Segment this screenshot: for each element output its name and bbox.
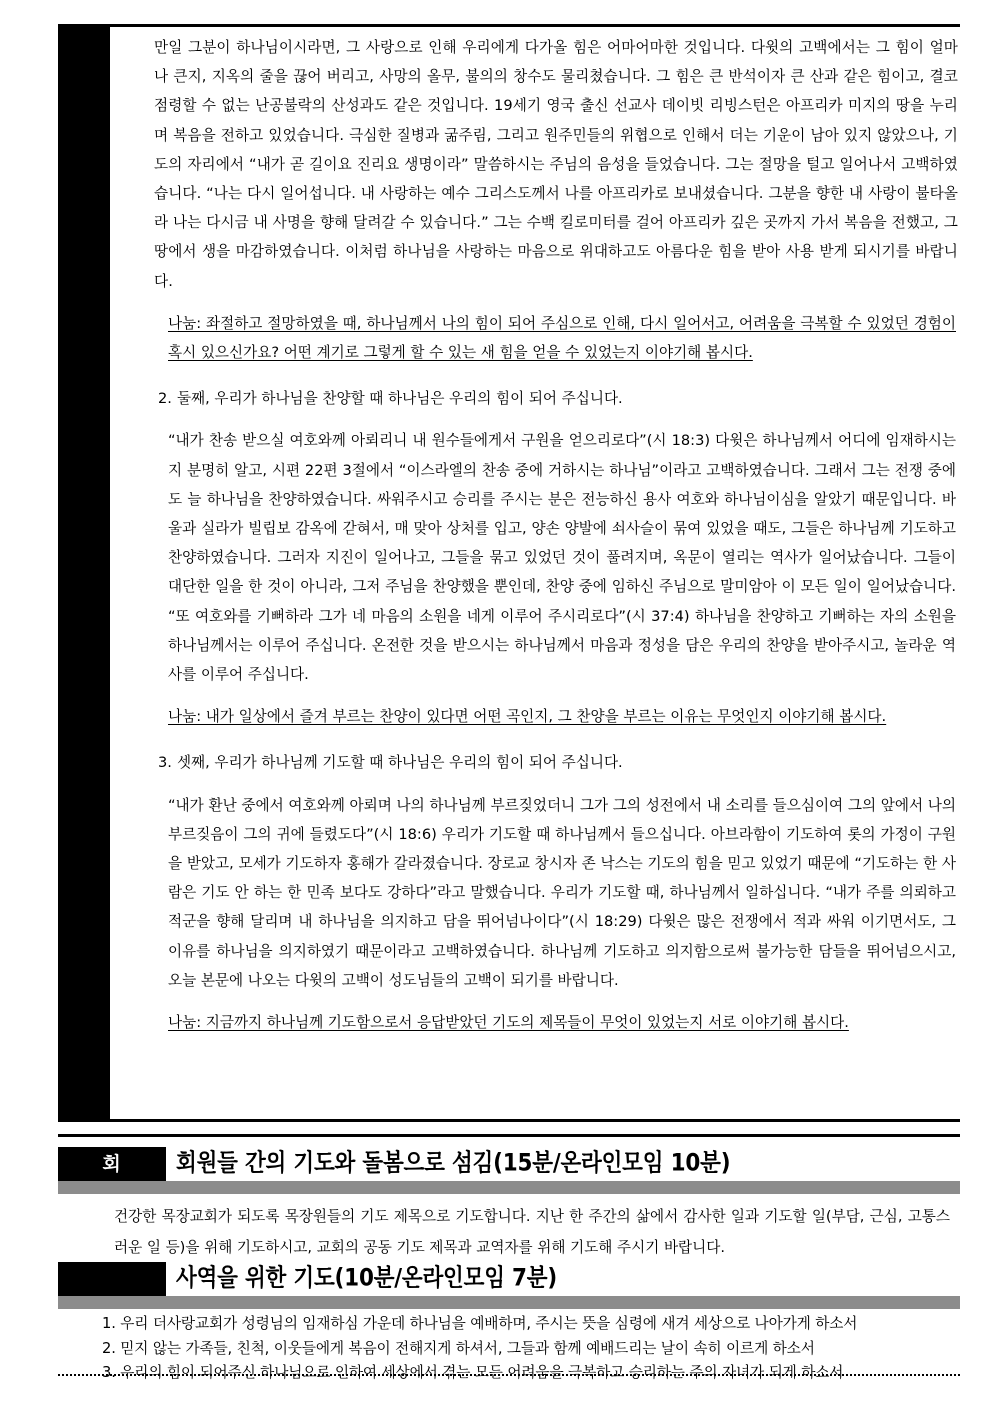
share-prompt-1: 나눔: 좌절하고 절망하였을 때, 하나님께서 나의 힘이 되어 주심으로 인해, 다시 일어서고, 어려움을 극복할 수 있었던 경험이 혹시 있으신가요? 어떤 계기로 그렇게 할 수 있는 새 힘을 얻을 수 있었는지 이야기해 봅시다. [168,314,956,362]
study-body [110,27,960,1119]
study-paragraph-3: “내가 환난 중에서 여호와께 아뢰며 나의 하나님께 부르짖었더니 그가 그의 성전에서 내 소리를 들으심이여 그의 앞에서 나의 부르짖음이 그의 귀에 들렸도다”(시 18:6) 우리가 기도할 때 하나님께서 들으십니다. 아브라함이 기도하여 롯의 가정이 구원을 받았고, 모세가 기도하자 홍해가 갈라졌습니다. 장로교 창시자 존 낙스는 기도의 힘을 믿고 있었기 때문에 “기도하는 한 사람은 기도 안 하는 한 민족 보다도 강하다”라고 말했습니다. 우리가 기도할 때, 하나님께서 일하십니다. “내가 주를 의뢰하고 적군을 향해 달리며 내 하나님을 의지하고 담을 뛰어넘나이다”(시 18:29) 다윗은 많은 전쟁에서 적과 싸워 이기면서도, 그 이유를 하나님을 의지하였기 때문이라고 고백하였습니다. 하나님께 기도하고 의지함으로써 불가능한 담들을 뛰어넘으시고, 오늘 본문에 나오는 다윗의 고백이 성도님들의 고백이 되기를 바랍니다. [168,796,956,989]
section-ministry-badge [58,1262,166,1296]
study-point-2-number: 2. [158,390,172,408]
section-divider-rule [58,1134,960,1137]
share-prompt-2: 나눔: 내가 일상에서 즐겨 부르는 찬양이 있다면 어떤 곡인지, 그 찬양을 부르는 이유는 무엇인지 이야기해 봅시다. [168,708,887,726]
section-members-body [58,1194,960,1263]
study-point-3-text: 셋째, 우리가 하나님께 기도할 때 하나님은 우리의 힘이 되어 주십니다. [176,754,623,772]
section-members-badge: 회 [58,1147,166,1181]
section-ministry-header [58,1262,960,1296]
study-point-2-text: 둘째, 우리가 하나님을 찬양할 때 하나님은 우리의 힘이 되어 주십니다. [176,390,623,408]
share-prompt-3: 나눔: 지금까지 하나님께 기도함으로서 응답받았던 기도의 제목들이 무엇이 있었는지 서로 이야기해 봅시다. [168,1014,849,1032]
section-ministry-title: 사역을 위한 기도(10분/온라인모임 7분) [176,1264,558,1293]
bottom-dotted-rule [58,1374,960,1376]
section-members-care [58,1147,960,1263]
left-black-gutter [58,27,110,1119]
study-paragraph-2: “내가 찬송 받으실 여호와께 아뢰리니 내 원수들에게서 구원을 얻으리로다”(시 18:3) 다윗은 하나님께서 어디에 임재하시는지 분명히 알고, 시편 22편 3절에서 “이스라엘의 찬송 중에 거하시는 하나님”이라고 고백하였습니다. 그래서 그는 전쟁 중에도 늘 하나님을 찬양하였습니다. 싸워주시고 승리를 주시는 분은 전능하신 용사 여호와 하나님이심을 알았기 때문입니다. 바울과 실라가 빌립보 감옥에 갇혀서, 매 맞아 상처를 입고, 양손 양발에 쇠사슬이 묶여 있었을 때도, 그들은 하나님께 기도하고 찬양하였습니다. 그러자 지진이 일어나고, 그들을 묶고 있었던 것이 풀려지며, 옥문이 열리는 역사가 일어났습니다. 그들이 대단한 일을 한 것이 아니라, 그저 주님을 찬양했을 뿐인데, 찬양 중에 임하신 주님으로 말미암아 이 모든 일이 일어났습니다. “또 여호와를 기뻐하라 그가 네 마음의 소원을 네게 이루어 주시리로다”(시 37:4) 하나님을 찬양하고 기뻐하는 자의 소원을 하나님께서는 이루어 주십니다. 온전한 것을 받으시는 하나님께서 마음과 정성을 담은 우리의 찬양을 받아주시고, 놀라운 역사를 이루어 주십니다. [168,432,956,684]
study-point-2 [154,384,958,413]
section-ministry-prayer [58,1262,960,1386]
study-content-frame [58,24,960,1122]
section-members-text: 건강한 목장교회가 되도록 목장원들의 기도 제목으로 기도합니다. 지난 한 주간의 삶에서 감사한 일과 기도할 일(부담, 근심, 고통스러운 일 등)을 위해 기도하시고, 교회의 공동 기도 제목과 교역자를 위해 기도해 주시기 바랍니다. [114,1208,950,1256]
study-point-3 [154,748,958,777]
study-paragraph-1: 만일 그분이 하나님이시라면, 그 사랑으로 인해 우리에게 다가올 힘은 어마어마한 것입니다. 다윗의 고백에서는 그 힘이 얼마나 큰지, 지옥의 줄을 끊어 버리고, 사망의 올무, 불의의 창수도 물리쳤습니다. 그 힘은 큰 반석이자 큰 산과 같은 힘이고, 결코 점령할 수 없는 난공불락의 산성과도 같은 것입니다. 19세기 영국 출신 선교사 데이빗 리빙스턴은 아프리카 미지의 땅을 누리며 복음을 전하고 있었습니다. 극심한 질병과 굶주림, 그리고 원주민들의 위협으로 인해서 더는 기운이 남아 있지 않았으나, 기도의 자리에서 “내가 곧 길이요 진리요 생명이라” 말씀하시는 주님의 음성을 들었습니다. 그는 절망을 털고 일어나서 고백하였습니다. “나는 다시 일어섭니다. 내 사랑하는 예수 그리스도께서 나를 아프리카로 보내셨습니다. 그분을 향한 내 사랑이 불타올라 나는 다시금 내 사명을 향해 달려갈 수 있습니다.” 그는 수백 킬로미터를 걸어 아프리카 깊은 곳까지 가서 복음을 전했고, 그 땅에서 생을 마감하였습니다. 이처럼 하나님을 사랑하는 마음으로 위대하고도 아름다운 힘을 받아 사용 받게 되시기를 바랍니다. [154,39,958,290]
section-members-header [58,1147,960,1181]
prayer-request-item: 우리의 힘이 되어주신 하나님으로 인하여 세상에서 겪는 모든 어려움을 극복하고 승리하는 주의 자녀가 되게 하소서 [120,1364,844,1381]
prayer-request-item: 믿지 않는 가족들, 친척, 이웃들에게 복음이 전해지게 하셔서, 그들과 함께 예배드리는 날이 속히 이르게 하소서 [120,1339,815,1357]
section-members-title: 회원들 간의 기도와 돌봄으로 섬김(15분/온라인모임 10분) [176,1149,731,1178]
study-point-3-number: 3. [158,754,172,772]
prayer-request-item: 우리 더사랑교회가 성령님의 임재하심 가운데 하나님을 예배하며, 주시는 뜻을 심령에 새겨 세상으로 나아가게 하소서 [120,1315,858,1332]
